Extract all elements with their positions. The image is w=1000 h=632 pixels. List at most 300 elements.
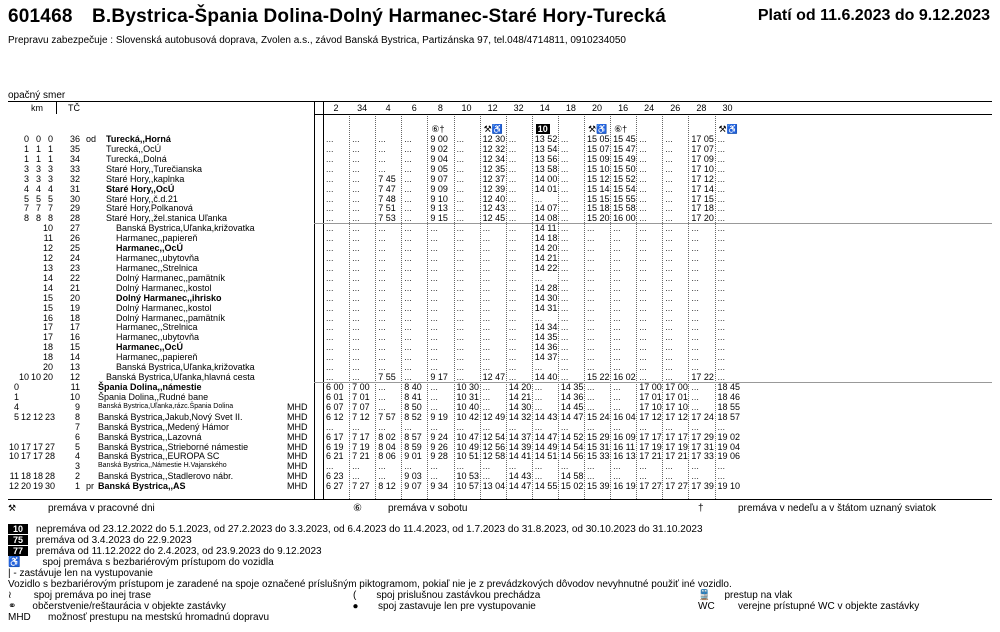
table-row [8, 213, 992, 223]
no-stop-marker: ... [560, 134, 569, 144]
km-value: 28 [44, 471, 55, 482]
legend-mhd: možnosť prestupu na mestskú hromadnú dopravu [48, 612, 270, 623]
no-stop-marker: ... [352, 173, 360, 184]
no-stop-marker: ... [378, 421, 386, 432]
through-icon: ( [353, 590, 357, 601]
departure-time: 14 41 [508, 451, 532, 462]
no-stop-marker: ... [560, 153, 569, 164]
no-stop-marker: ... [326, 183, 334, 194]
departure-time: 15 49 [613, 153, 636, 164]
table-row [8, 481, 992, 491]
no-stop-marker: ... [639, 461, 647, 472]
no-stop-marker: ... [404, 461, 412, 472]
no-stop-marker: ... [326, 253, 334, 264]
departure-time: 14 47 [534, 431, 558, 442]
legend-vozidlo: Vozidlo s bezbariérovým prístupom je zaradené na spoje označené príslušným piktogramom, pokiaľ nie je z prevádzkových dôvodov nevyhnutné použiť iné vozidlo. [8, 579, 732, 590]
no-stop-marker: ... [456, 153, 465, 164]
no-stop-marker: ... [456, 461, 465, 472]
no-stop-marker: ... [404, 163, 412, 174]
no-stop-marker: ... [456, 134, 465, 144]
departure-time: 13 54 [534, 143, 558, 154]
trip-header: 26 [670, 103, 681, 113]
no-stop-marker: ... [430, 243, 438, 254]
no-stop-marker: ... [717, 421, 726, 432]
no-stop-marker: ... [404, 352, 412, 363]
no-stop-marker: ... [404, 372, 412, 383]
departure-time: 17 18 [691, 203, 714, 214]
no-stop-marker: ... [404, 243, 412, 254]
tc-value: 24 [69, 253, 80, 264]
trip-header: 4 [385, 103, 391, 113]
no-stop-marker: ... [639, 223, 647, 234]
departure-time: 15 12 [587, 173, 610, 184]
departure-time: 10 31 [456, 391, 480, 402]
table-row [8, 174, 992, 184]
km-value: 30 [44, 481, 55, 492]
table-row [8, 392, 992, 402]
no-stop-marker: ... [430, 302, 438, 313]
no-stop-marker: ... [560, 163, 569, 174]
no-stop-marker: ... [456, 233, 465, 244]
no-stop-marker: ... [587, 332, 595, 343]
no-stop-marker: ... [404, 143, 412, 154]
no-stop-marker: ... [456, 312, 465, 323]
carrier-info: Prepravu zabezpečuje : Slovenská autobusová doprava, Zvolen a.s., závod Banská Bystrica, Partizánska 97, tel.048/4714811, 0910234050 [8, 35, 626, 46]
table-row [8, 432, 992, 442]
no-stop-marker: ... [613, 233, 621, 244]
mhd-marker: MHD [287, 431, 308, 442]
departure-time: 14 49 [534, 441, 558, 452]
no-stop-marker: ... [482, 243, 491, 254]
no-stop-marker: ... [482, 312, 491, 323]
no-stop-marker: ... [665, 272, 673, 283]
tc-value: 3 [74, 461, 80, 472]
departure-time: 17 12 [665, 411, 688, 422]
no-stop-marker: ... [352, 262, 360, 273]
no-stop-marker: ... [560, 312, 569, 323]
departure-time: 15 02 [560, 481, 584, 492]
departure-time: 15 33 [587, 451, 610, 462]
stop-name: Harmanec,,ubytovňa [116, 332, 200, 343]
no-stop-marker: ... [456, 362, 465, 373]
stop-name: Staré Hory,,OcÚ [106, 183, 175, 194]
no-stop-marker: ... [691, 391, 699, 402]
stop-name: Staré Hory,,kaplnka [106, 173, 185, 184]
no-stop-marker: ... [430, 282, 438, 293]
no-stop-marker: ... [534, 401, 543, 412]
km-value: 5 [13, 411, 19, 422]
tc-value: 4 [74, 451, 80, 462]
wavy-line-icon: ≀ [8, 590, 12, 601]
no-stop-marker: ... [352, 282, 360, 293]
no-stop-marker: ... [587, 401, 595, 412]
table-row [8, 263, 992, 273]
km-value: 10 [8, 441, 19, 452]
stop-name: Banská Bystrica,,Námestie H.Vajanského [98, 462, 227, 470]
mhd-marker: MHD [287, 421, 308, 432]
table-row [8, 451, 992, 461]
no-stop-marker: ... [560, 183, 569, 194]
no-stop-marker: ... [508, 421, 517, 432]
no-stop-marker: ... [326, 302, 334, 313]
no-stop-marker: ... [404, 312, 412, 323]
saturday-sunday-icon: ⑥† [431, 124, 445, 134]
no-stop-marker: ... [326, 134, 334, 144]
no-stop-marker: ... [508, 262, 517, 273]
no-stop-marker: ... [717, 272, 726, 283]
departure-time: 14 51 [534, 451, 558, 462]
no-stop-marker: ... [482, 421, 491, 432]
stop-name: Banská Bystrica,,Stadlerovo nábr. [98, 471, 234, 482]
no-stop-marker: ... [717, 262, 726, 273]
no-stop-marker: ... [665, 134, 673, 144]
no-stop-marker: ... [378, 134, 386, 144]
legend-10: nepremáva od 23.12.2022 do 5.1.2023, od 27.2.2023 do 3.3.2023, od 6.4.2023 do 11.4.2023, od 1.7.2023 do 31.8.2023, od 30.10.2023 do 31.10.2023 [36, 524, 703, 535]
departure-time: 17 20 [691, 213, 714, 224]
no-stop-marker: ... [665, 173, 673, 184]
no-stop-marker: ... [665, 332, 673, 343]
stop-name: Turecká,,Horná [106, 134, 171, 144]
no-stop-marker: ... [456, 163, 465, 174]
no-stop-marker: ... [404, 421, 412, 432]
table-row [8, 332, 992, 342]
legend-77: premáva od 11.12.2022 do 2.4.2023, od 23.9.2023 do 9.12.2023 [36, 546, 322, 557]
departure-time: 14 07 [534, 203, 558, 214]
no-stop-marker: ... [717, 372, 726, 383]
km-value: 17 [42, 322, 53, 333]
no-stop-marker: ... [560, 193, 569, 204]
no-stop-marker: ... [613, 352, 621, 363]
km-value: 17 [32, 451, 43, 462]
table-row [8, 471, 992, 481]
tc-value: 16 [69, 332, 80, 343]
departure-time: 14 00 [534, 173, 558, 184]
departure-time: 14 32 [508, 411, 532, 422]
departure-time: 12 34 [482, 153, 506, 164]
mhd-marker: MHD [287, 401, 308, 412]
departure-time: 10 40 [456, 401, 480, 412]
no-stop-marker: ... [404, 134, 412, 144]
no-stop-marker: ... [665, 223, 673, 234]
departure-time: 6 23 [326, 471, 344, 482]
no-stop-marker: ... [639, 262, 647, 273]
trip-header: 6 [411, 103, 417, 113]
no-stop-marker: ... [665, 282, 673, 293]
departure-time: 6 19 [326, 441, 344, 452]
departure-time: 15 58 [613, 203, 636, 214]
no-stop-marker: ... [326, 262, 334, 273]
departure-time: 12 49 [482, 411, 506, 422]
no-stop-marker: ... [534, 421, 543, 432]
no-stop-marker: ... [482, 262, 491, 273]
no-stop-marker: ... [691, 243, 699, 254]
departure-time: 17 17 [639, 431, 662, 442]
no-stop-marker: ... [482, 352, 491, 363]
no-stop-marker: ... [352, 134, 360, 144]
departure-time: 19 04 [717, 441, 741, 452]
no-stop-marker: ... [404, 292, 412, 303]
legend-wheelchair: spoj premáva s bezbariérovým prístupom do vozidla [42, 557, 274, 568]
km-header: km [31, 103, 43, 113]
departure-time: 17 17 [665, 431, 688, 442]
no-stop-marker: ... [430, 461, 438, 472]
no-stop-marker: ... [665, 461, 673, 472]
no-stop-marker: ... [613, 292, 621, 303]
stop-name: Dolný Harmanec,,pamätník [116, 272, 226, 283]
no-stop-marker: ... [430, 223, 438, 234]
km-value: 17 [32, 441, 43, 452]
no-stop-marker: ... [352, 292, 360, 303]
no-stop-marker: ... [665, 203, 673, 214]
departure-time: 17 01 [665, 391, 688, 402]
od-pr-marker: pr [86, 481, 95, 492]
no-stop-marker: ... [587, 312, 595, 323]
no-stop-marker: ... [456, 143, 465, 154]
km-value: 7 [35, 203, 41, 214]
badge-75: 75 [8, 535, 28, 545]
no-stop-marker: ... [482, 302, 491, 313]
departure-time: 14 47 [560, 411, 584, 422]
km-value: 20 [20, 481, 31, 492]
no-stop-marker: ... [691, 382, 699, 392]
departure-time: 14 54 [560, 441, 584, 452]
no-stop-marker: ... [691, 233, 699, 244]
departure-time: 9 24 [430, 431, 448, 442]
departure-time: 15 29 [587, 431, 610, 442]
stop-name: Turecká,,Dolná [106, 153, 167, 164]
crossed-hammers-icon: ⚒ [8, 503, 17, 513]
no-stop-marker: ... [508, 461, 517, 472]
no-stop-marker: ... [613, 421, 621, 432]
km-value: 8 [47, 213, 53, 224]
no-stop-marker: ... [456, 262, 465, 273]
no-stop-marker: ... [508, 243, 517, 254]
stop-name: Staré Hory,,žel.stanica Uľanka [106, 213, 228, 224]
km-value: 18 [42, 342, 53, 353]
no-stop-marker: ... [587, 253, 595, 264]
departure-time: 13 04 [482, 481, 506, 492]
no-stop-marker: ... [378, 253, 386, 264]
no-stop-marker: ... [560, 282, 569, 293]
departure-time: 14 36 [560, 391, 584, 402]
no-stop-marker: ... [482, 253, 491, 264]
table-row [8, 352, 992, 362]
table-row [8, 442, 992, 452]
km-value: 3 [47, 173, 53, 184]
departure-time: 14 08 [534, 213, 558, 224]
no-stop-marker: ... [717, 471, 726, 482]
table-row [8, 194, 992, 204]
departure-time: 16 09 [613, 431, 636, 442]
departure-time: 14 28 [534, 282, 558, 293]
stop-name: Turecká,,OcÚ [106, 143, 162, 154]
km-value: 4 [23, 183, 29, 194]
tc-value: 6 [74, 431, 80, 442]
no-stop-marker: ... [665, 302, 673, 313]
departure-time: 7 57 [378, 411, 396, 422]
no-stop-marker: ... [665, 253, 673, 264]
departure-time: 6 01 [326, 391, 344, 402]
no-stop-marker: ... [534, 272, 543, 283]
no-stop-marker: ... [508, 213, 517, 224]
km-value: 3 [35, 173, 41, 184]
no-stop-marker: ... [456, 292, 465, 303]
tc-value: 11 [70, 382, 80, 392]
departure-time: 14 40 [534, 372, 558, 383]
km-value: 17 [20, 451, 31, 462]
no-stop-marker: ... [378, 153, 386, 164]
stop-name: Banská Bystrica,,Strieborné námestie [98, 441, 249, 452]
departure-time: 16 00 [613, 213, 636, 224]
no-stop-marker: ... [352, 243, 360, 254]
km-value: 4 [47, 183, 53, 194]
departure-time: 17 10 [665, 401, 688, 412]
no-stop-marker: ... [378, 322, 386, 333]
departure-time: 17 12 [691, 173, 714, 184]
tc-value: 7 [74, 421, 80, 432]
departure-time: 9 02 [430, 143, 448, 154]
wheelchair-icon: ♿ [8, 557, 21, 568]
departure-time: 15 47 [613, 143, 636, 154]
departure-time: 18 57 [717, 411, 741, 422]
legend-sunday: premáva v nedeľu a v štátom uznaný sviatok [738, 503, 937, 514]
no-stop-marker: ... [613, 253, 621, 264]
no-stop-marker: ... [326, 143, 334, 154]
departure-time: 7 17 [352, 431, 370, 442]
km-value: 20 [42, 362, 53, 373]
no-stop-marker: ... [717, 153, 726, 164]
no-stop-marker: ... [508, 302, 517, 313]
departure-time: 7 47 [378, 183, 396, 194]
tc-value: 15 [69, 342, 80, 353]
departure-time: 9 28 [430, 451, 448, 462]
line-number: 601468 [8, 6, 73, 27]
no-stop-marker: ... [639, 233, 647, 244]
cross-icon: † [698, 503, 704, 514]
no-stop-marker: ... [508, 153, 517, 164]
no-stop-marker: ... [691, 223, 699, 234]
km-divider [56, 102, 57, 114]
mhd-marker: MHD [287, 411, 308, 422]
no-stop-marker: ... [378, 342, 386, 353]
no-stop-marker: ... [560, 421, 569, 432]
no-stop-marker: ... [326, 272, 334, 283]
departure-time: 15 50 [613, 163, 636, 174]
departure-time: 9 04 [430, 153, 448, 164]
stop-name: Harmanec,,ubytovňa [116, 253, 200, 264]
no-stop-marker: ... [639, 153, 647, 164]
departure-time: 8 04 [378, 441, 396, 452]
no-stop-marker: ... [717, 223, 726, 234]
departure-time: 9 17 [430, 372, 448, 383]
departure-time: 12 43 [482, 203, 506, 214]
no-stop-marker: ... [430, 391, 438, 402]
table-row [8, 164, 992, 174]
no-stop-marker: ... [639, 421, 647, 432]
departure-time: 12 35 [482, 163, 506, 174]
no-stop-marker: ... [613, 342, 621, 353]
workday-wheelchair-icon: ⚒♿ [483, 124, 503, 134]
km-value: 18 [32, 471, 43, 482]
legend-75: premáva od 3.4.2023 do 22.9.2023 [36, 535, 192, 546]
departure-time: 9 15 [430, 213, 448, 224]
no-stop-marker: ... [352, 332, 360, 343]
table-row [8, 342, 992, 352]
departure-time: 14 34 [534, 322, 558, 333]
table-row [8, 154, 992, 164]
departure-time: 9 34 [430, 481, 448, 492]
no-stop-marker: ... [508, 143, 517, 154]
no-stop-marker: ... [560, 203, 569, 214]
no-stop-marker: ... [456, 223, 465, 234]
km-value: 1 [23, 143, 29, 154]
no-stop-marker: ... [691, 253, 699, 264]
no-stop-marker: ... [326, 203, 334, 214]
departure-time: 14 01 [534, 183, 558, 194]
table-row [8, 283, 992, 293]
tc-value: 34 [69, 153, 80, 164]
no-stop-marker: ... [717, 253, 726, 264]
no-stop-marker: ... [430, 362, 438, 373]
departure-time: 18 45 [717, 382, 741, 392]
no-stop-marker: ... [482, 471, 491, 482]
km-value: 27 [44, 441, 55, 452]
stop-name: Banská Bystrica,Uľanka,križovatka [116, 223, 255, 234]
table-row [8, 303, 992, 313]
km-value: 17 [20, 441, 31, 452]
no-stop-marker: ... [639, 143, 647, 154]
departure-time: 14 56 [560, 451, 584, 462]
no-stop-marker: ... [717, 282, 726, 293]
table-row [8, 233, 992, 243]
no-stop-marker: ... [456, 183, 465, 194]
departure-time: 6 27 [326, 481, 344, 492]
no-stop-marker: ... [430, 233, 438, 244]
tc-value: 5 [74, 441, 80, 452]
tc-value: 18 [69, 312, 80, 323]
no-stop-marker: ... [665, 421, 673, 432]
departure-time: 7 07 [352, 401, 370, 412]
km-value: 14 [42, 282, 53, 293]
km-value: 7 [23, 203, 29, 214]
km-value: 12 [42, 253, 53, 264]
stop-name: Dolný Harmanec,,kostol [116, 282, 212, 293]
no-stop-marker: ... [587, 292, 595, 303]
no-stop-marker: ... [326, 243, 334, 254]
departure-time: 14 36 [534, 342, 558, 353]
stop-name: Banská Bystrica,Uľanka,hlavná cesta [106, 372, 255, 383]
no-stop-marker: ... [639, 332, 647, 343]
no-stop-marker: ... [482, 322, 491, 333]
departure-time: 12 45 [482, 213, 506, 224]
no-stop-marker: ... [404, 342, 412, 353]
no-stop-marker: ... [326, 213, 334, 224]
no-stop-marker: ... [404, 253, 412, 264]
no-stop-marker: ... [508, 352, 517, 363]
no-stop-marker: ... [456, 342, 465, 353]
no-stop-marker: ... [508, 203, 517, 214]
departure-time: 16 02 [613, 372, 636, 383]
no-stop-marker: ... [456, 173, 465, 184]
departure-time: 7 12 [352, 411, 370, 422]
departure-time: 17 15 [691, 193, 714, 204]
no-stop-marker: ... [560, 292, 569, 303]
no-stop-marker: ... [456, 213, 465, 224]
departure-time: 8 57 [404, 431, 422, 442]
no-stop-marker: ... [482, 233, 491, 244]
no-stop-marker: ... [352, 153, 360, 164]
no-stop-marker: ... [456, 282, 465, 293]
